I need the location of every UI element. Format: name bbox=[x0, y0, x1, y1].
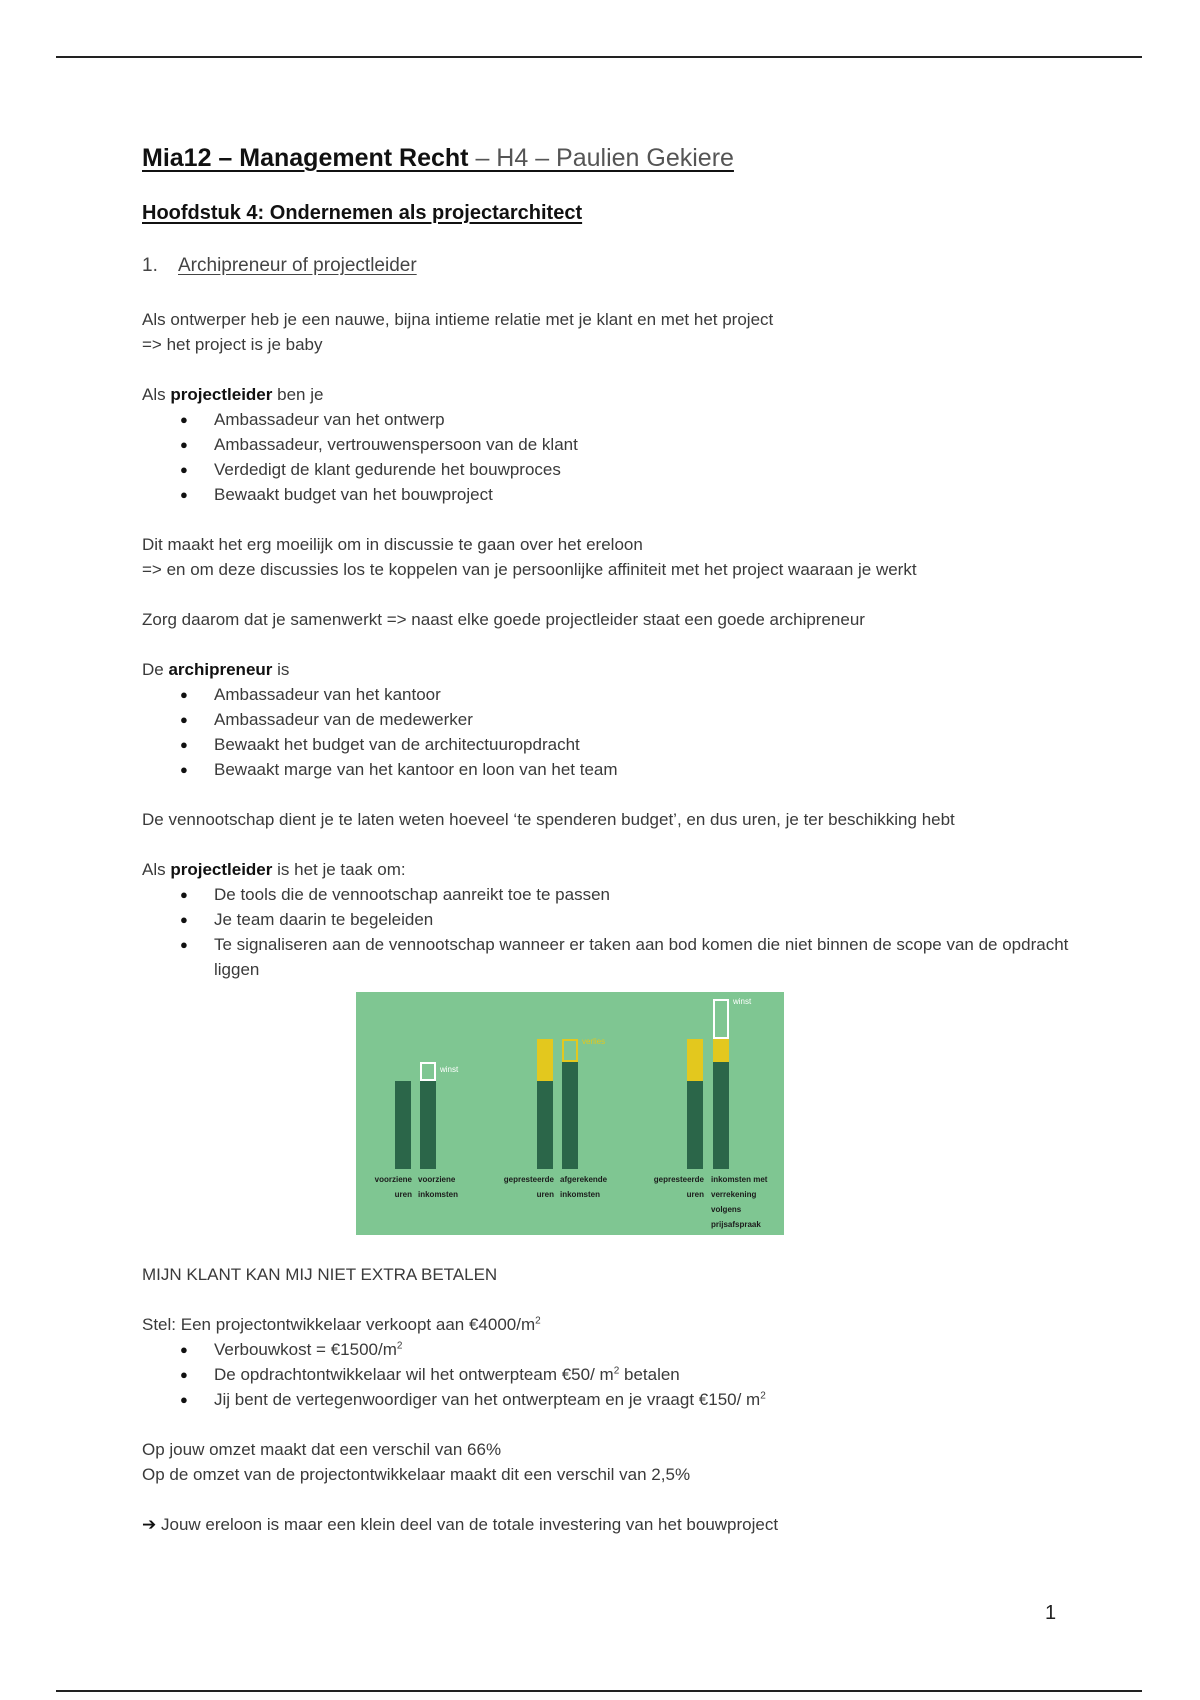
label-gepresteerde-uren-1: gepresteerde uren bbox=[503, 1175, 554, 1199]
bullet-icon: ● bbox=[180, 1392, 188, 1407]
annotation-winst-1: winst bbox=[440, 1065, 459, 1074]
bar-afgerekende-inkomsten bbox=[562, 1062, 578, 1169]
list-item: ● Bewaakt het budget van de architectuuropdracht bbox=[180, 732, 1082, 757]
list-item: ● Ambassadeur van het kantoor bbox=[180, 682, 1082, 707]
label-voorziene-uren: voorziene uren bbox=[374, 1175, 412, 1199]
label-gepresteerde-uren-2: gepresteerde uren bbox=[653, 1175, 704, 1199]
list-item: ● De tools die de vennootschap aanreikt toe te passen bbox=[180, 882, 1082, 907]
bar-gepresteerde-uren-2 bbox=[687, 1081, 703, 1169]
title-rest: – H4 – Paulien Gekiere bbox=[468, 144, 734, 172]
page-number: 1 bbox=[1045, 1602, 1057, 1624]
omzet-line-2: Op de omzet van de projectontwikkelaar maakt dit een verschil van 2,5% bbox=[142, 1465, 691, 1484]
conclusion-line: ➔ Jouw ereloon is maar een klein deel van de totale investering van het bouwproject bbox=[142, 1515, 779, 1534]
stel-list bbox=[142, 1337, 1082, 1412]
winst-box-1 bbox=[420, 1062, 436, 1081]
section-heading bbox=[142, 252, 1082, 280]
vennootschap-line: De vennootschap dient je te laten weten hoeveel ‘te spenderen budget’, en dus uren, je ter beschikking hebt bbox=[142, 810, 955, 829]
bar-extra-uren-2 bbox=[687, 1039, 703, 1081]
list-item: ● Verdedigt de klant gedurende het bouwproces bbox=[180, 457, 1082, 482]
bullet-icon: ● bbox=[180, 412, 188, 427]
bullet-icon: ● bbox=[180, 737, 188, 752]
intro-line-1: Als ontwerper heb je een nauwe, bijna intieme relatie met je klant en met het project bbox=[142, 310, 774, 329]
omzet-line-1: Op jouw omzet maakt dat een verschil van 66% bbox=[142, 1440, 502, 1459]
top-rule bbox=[56, 56, 1142, 58]
list-item: ● Verbouwkost = $€1500/m^2$ bbox=[180, 1337, 1082, 1362]
bullet-icon: ● bbox=[180, 687, 188, 702]
winst-box-2 bbox=[713, 999, 729, 1039]
list-item: ● Ambassadeur van het ontwerp bbox=[180, 407, 1082, 432]
discussion-line-2: => en om deze discussies los te koppelen van je persoonlijke affiniteit met het project waaraan je werkt bbox=[142, 560, 917, 579]
discussion-line-1: Dit maakt het erg moeilijk om in discussie te gaan over het ereloon bbox=[142, 535, 643, 554]
bar-extra-uren-1 bbox=[537, 1039, 553, 1081]
annotation-verlies: verlies bbox=[582, 1037, 606, 1046]
projectleider-intro: Als projectleider ben je bbox=[142, 385, 324, 404]
annotation-winst-2: winst bbox=[733, 997, 752, 1006]
intro-line-2: => het project is je baby bbox=[142, 335, 323, 354]
label-voorziene-inkomsten: voorziene inkomsten bbox=[418, 1175, 459, 1199]
bottom-rule bbox=[56, 1690, 1142, 1692]
bullet-icon: ● bbox=[180, 1367, 188, 1382]
bullet-icon: ● bbox=[180, 1342, 188, 1357]
verlies-box bbox=[562, 1039, 578, 1062]
list-item: ● Bewaakt budget van het bouwproject bbox=[180, 482, 1082, 507]
list-item: ● Ambassadeur van de medewerker bbox=[180, 707, 1082, 732]
bullet-icon: ● bbox=[180, 462, 188, 477]
bar-gepresteerde-uren-1 bbox=[537, 1081, 553, 1169]
bullet-icon: ● bbox=[180, 487, 188, 502]
samenwerk-line: Zorg daarom dat je samenwerkt => naast elke goede projectleider staat een goede archipreneur bbox=[142, 610, 865, 629]
document-body bbox=[142, 138, 1082, 1537]
arrow-right-icon: ➔ bbox=[142, 1515, 157, 1534]
bullet-icon: ● bbox=[180, 937, 188, 952]
chapter-title: Hoofdstuk 4: Ondernemen als projectarchitect bbox=[142, 202, 583, 224]
label-inkomsten-verrekening: inkomsten met verrekening volgens prijsafspraak bbox=[711, 1175, 768, 1229]
bullet-icon: ● bbox=[180, 887, 188, 902]
bullet-icon: ● bbox=[180, 762, 188, 777]
bar-inkomsten-verrekening bbox=[713, 1062, 729, 1169]
klant-heading: MIJN KLANT KAN MIJ NIET EXTRA BETALEN bbox=[142, 1265, 498, 1284]
bullet-icon: ● bbox=[180, 712, 188, 727]
archipreneur-list bbox=[142, 682, 1082, 782]
label-afgerekende-inkomsten: afgerekende inkomsten bbox=[560, 1175, 608, 1199]
list-item: ● De opdrachtontwikkelaar wil het ontwerpteam €50/ $m^2$ betalen bbox=[180, 1362, 1082, 1387]
bar-voorziene-inkomsten bbox=[420, 1081, 436, 1169]
bullet-icon: ● bbox=[180, 912, 188, 927]
list-item: ● Te signaliseren aan de vennootschap wanneer er taken aan bod komen die niet binnen de scope van de opdracht liggen bbox=[180, 932, 1082, 982]
list-item: ● Je team daarin te begeleiden bbox=[180, 907, 1082, 932]
title-course: Mia12 – Management Recht bbox=[142, 144, 469, 172]
stel-line: Stel: Een projectontwikkelaar verkoopt aan $€4000/m^2$ bbox=[142, 1315, 541, 1334]
bar-voorziene-uren bbox=[395, 1081, 411, 1169]
budget-figure bbox=[356, 992, 784, 1235]
section-number: 1. bbox=[142, 255, 158, 276]
archipreneur-intro: De archipreneur is bbox=[142, 660, 290, 679]
task-intro: Als projectleider is het je taak om: bbox=[142, 860, 406, 879]
task-list bbox=[142, 882, 1082, 982]
projectleider-list bbox=[142, 407, 1082, 507]
section-title: Archipreneur of projectleider bbox=[178, 255, 417, 276]
list-item: ● Jij bent de vertegenwoordiger van het ontwerpteam en je vraagt €150/ $m^2$ bbox=[180, 1387, 1082, 1412]
bar-inkomsten-verrekening-extra bbox=[713, 1039, 729, 1062]
document-title bbox=[142, 138, 734, 178]
bullet-icon: ● bbox=[180, 437, 188, 452]
list-item: ● Ambassadeur, vertrouwenspersoon van de klant bbox=[180, 432, 1082, 457]
list-item: ● Bewaakt marge van het kantoor en loon van het team bbox=[180, 757, 1082, 782]
